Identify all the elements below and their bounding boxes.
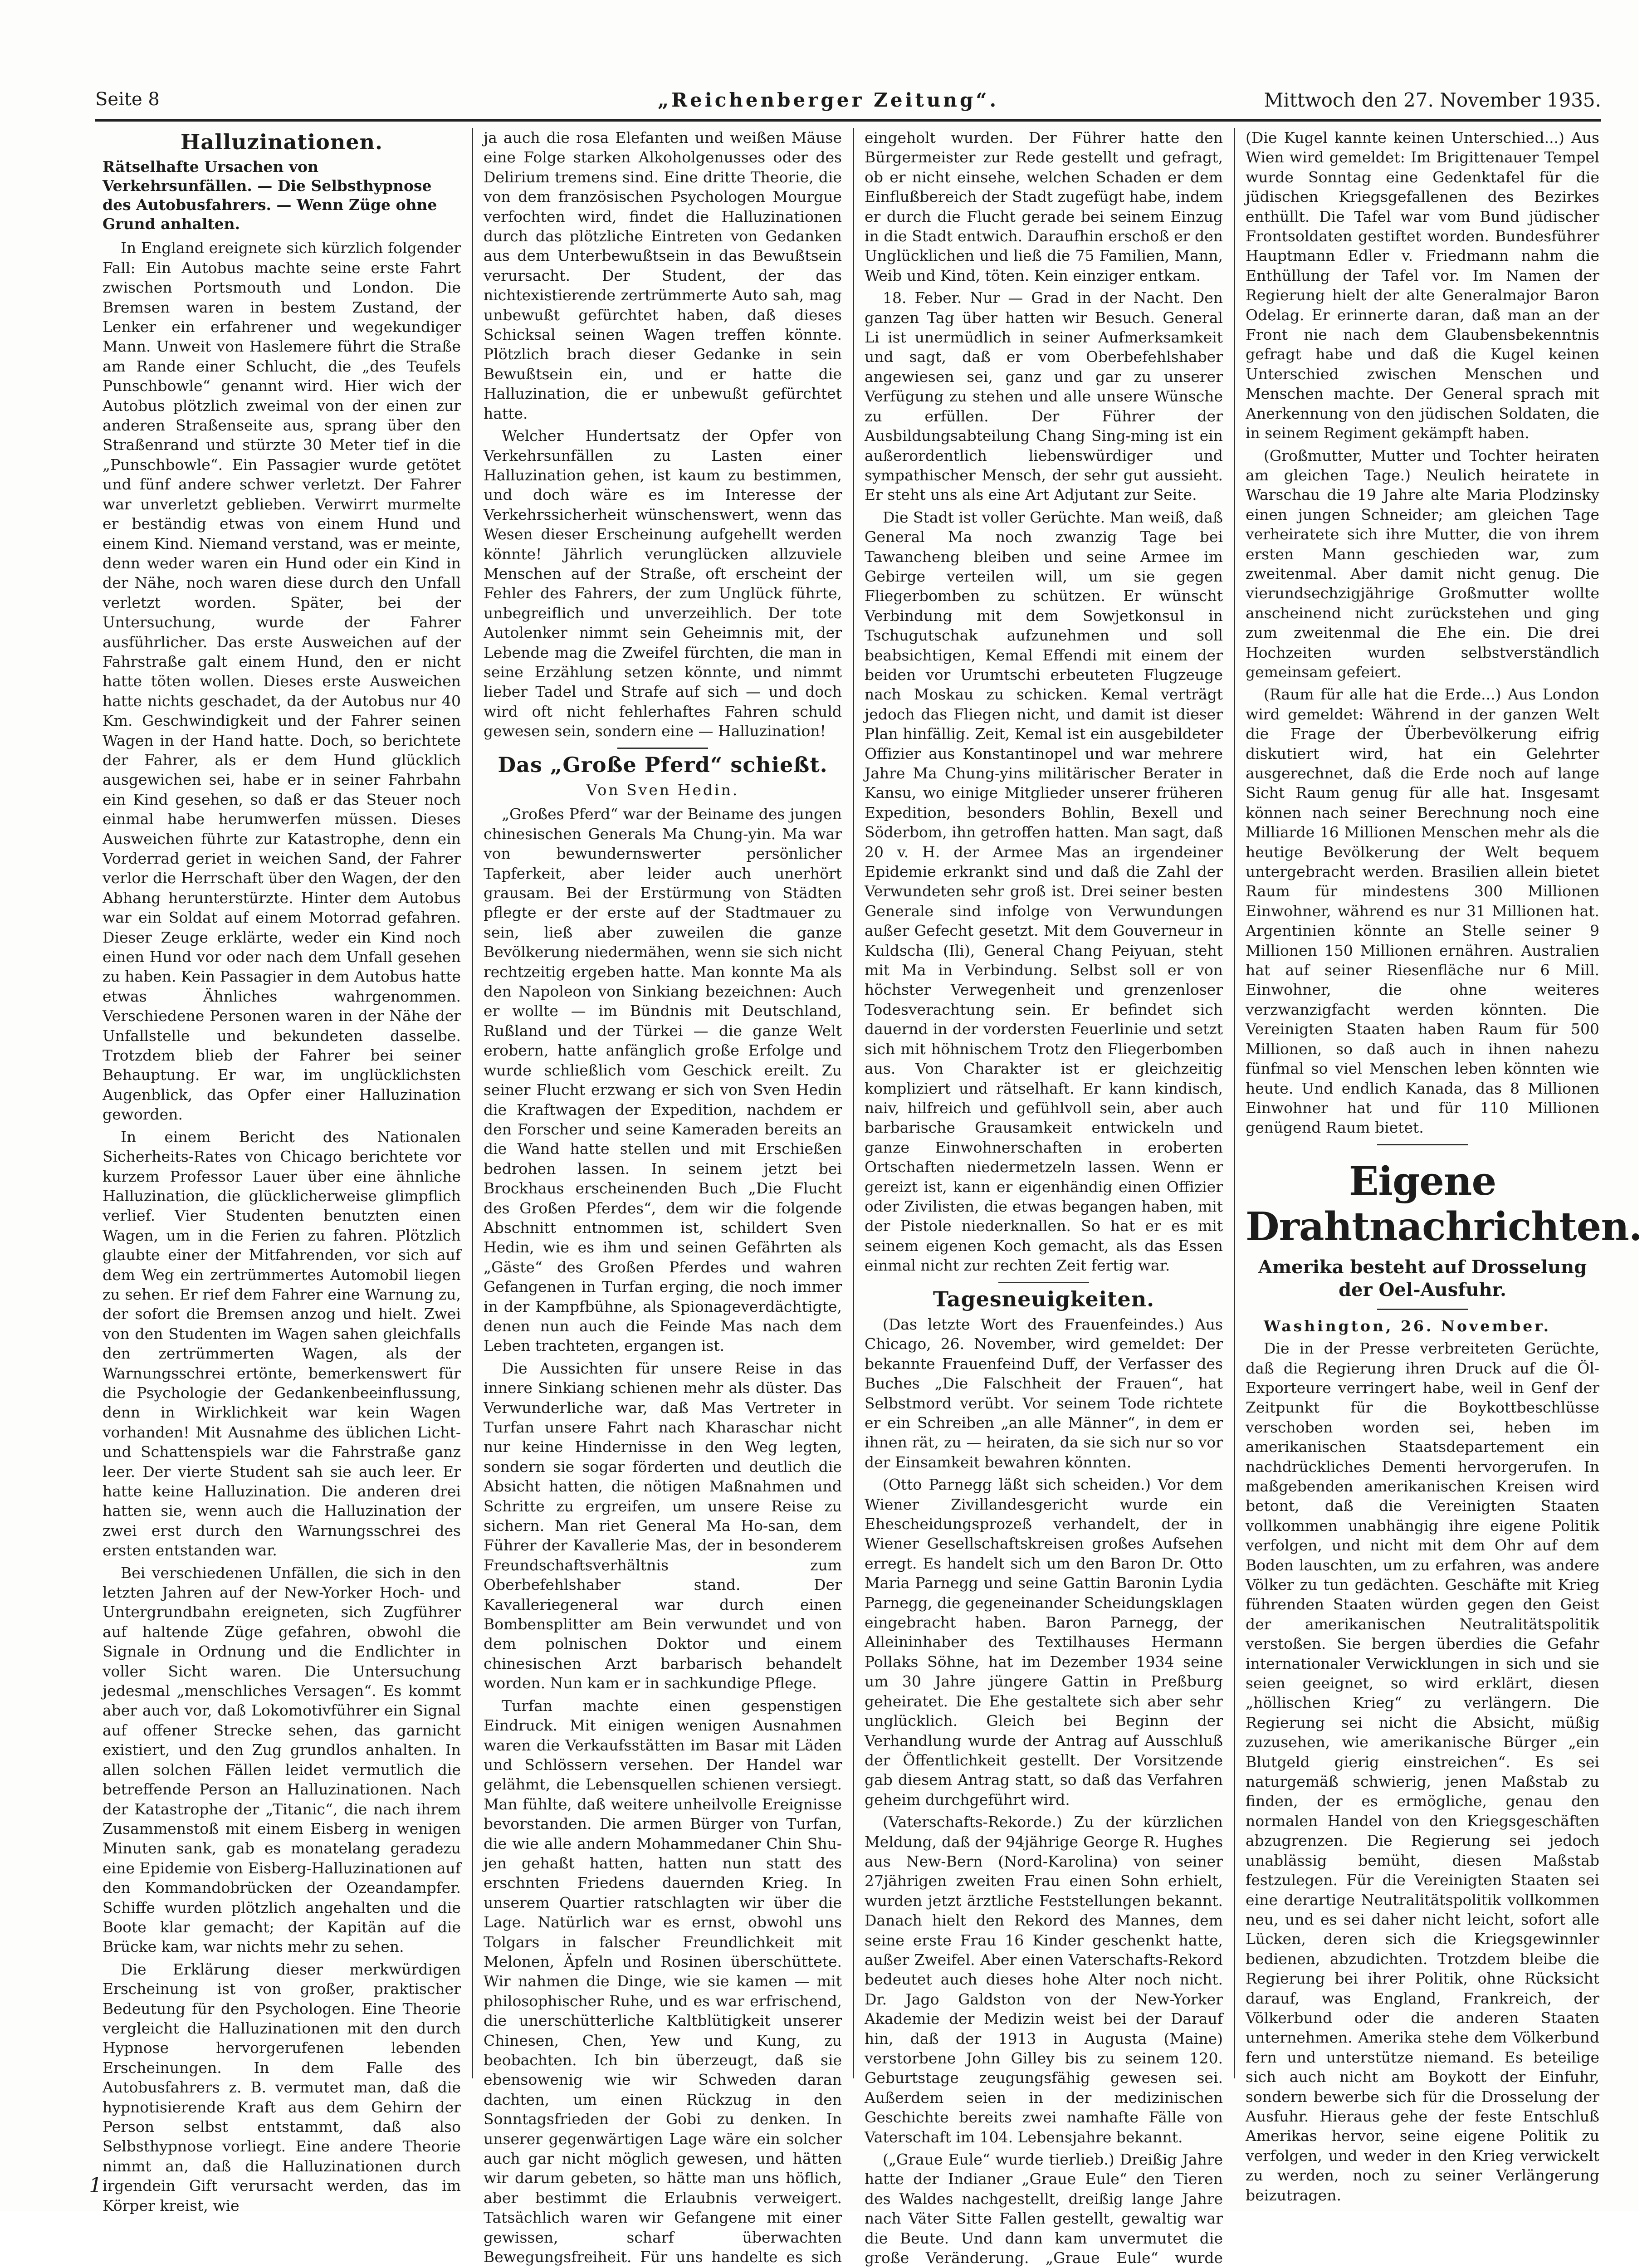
- paragraph: Turfan machte einen gespenstigen Eindruck. Mit einigen wenigen Ausnahmen waren die Verkaufsstätten im Basar mit Läden und Schlössern versehen. Der Handel war gelähmt, die Lebensquellen schienen versiegt. Man fühlte, daß weitere unheilvolle Ereignisse bevorstanden. Die armen Bürger von Turfan, die wie alle andern Mohammedaner Chin Shu-jen gehaßt hatten, hatten nun statt des erschnten Friedens dauernden Krieg. In unserem Quartier ratschlagten wir über die Lage. Natürlich war es ernst, obwohl uns Tolgars in falscher Freundlichkeit mit Melonen, Äpfeln und Rosinen überschüttete. Wir nahmen die Dinge, wie sie kamen — mit philosophischer Ruhe, und es war erfrischend, die unerschütterliche Kaltblütigkeit unserer Chinesen, Chen, Yew und Kung, zu beobachten. Ich bin überzeugt, daß sie ebensowenig wie wir Schweden daran dachten, um einen Rückzug in den Sonntagsfrieden der Gobi zu denken. In unserer gegenwärtigen Lage wäre ein solcher auch gar nicht möglich gewesen, und hätten wir darum gebeten, so hätte man uns höflich, aber bestimmt die Erlaubnis verweigert. Tatsächlich waren wir Gefangene mit einer gewissen, scharf überwachten Bewegungsfreiheit. Für uns handelte es sich: [484, 1696, 842, 2266]
- column-3: [865, 128, 1223, 2267]
- paragraph: (Otto Parnegg läßt sich scheiden.) Vor dem Wiener Zivillandesgericht wurde ein Ehescheidungsprozeß verhandelt, der in Wiener Gesellschaftskreisen großes Aufsehen erregt. Es handelt sich um den Baron Dr. Otto Maria Parnegg und seine Gattin Baronin Lydia Parnegg, die gegeneinander Scheidungsklagen eingebracht haben. Baron Parnegg, der Alleininhaber des Textilhauses Hermann Pollaks Söhne, hat im Dezember 1934 seine um 30 Jahre jüngere Gattin in Preßburg geheiratet. Die Ehe gestaltete sich aber sehr unglücklich. Gleich bei Beginn der Verhandlung wurde der Antrag auf Ausschluß der Öffentlichkeit gestellt. Der Vorsitzende gab diesem Antrag statt, so daß das Verfahren geheim durchgeführt wird.: [865, 1476, 1223, 1809]
- column-1: [103, 128, 461, 2214]
- header-rule: [95, 119, 1601, 122]
- paragraph: Bei verschiedenen Unfällen, die sich in den letzten Jahren auf der New-Yorker Hoch- und Untergrundbahn ereigneten, sich Zugführer auf haltende Züge gefahren, obwohl die Signale in Ordnung und die Endlichter in voller Sicht waren. Die Untersuchung jedesmal „menschliches Versagen“. Es kommt aber auch vor, daß Lokomotivführer ein Signal auf offener Strecke sehen, das garnicht existiert, und den Zug grundlos anhalten. In allen solchen Fällen leidet vermutlich die betreffende Person an Halluzinationen. Nach der Katastrophe der „Titanic“, die nach ihrem Zusammenstoß mit einem Eisberg in wenigen Minuten sank, gab es monatelang geradezu eine Epidemie von Eisberg-Halluzinationen auf den Kommandobrücken der Ozeandampfer. Schiffe wurden plötzlich angehalten und die Boote klar gemacht; der Kapitän auf die Brücke kam, war nichts mehr zu sehen.: [103, 1564, 461, 1956]
- article-byline: Von Sven Hedin.: [586, 781, 739, 799]
- article-separator: [617, 748, 708, 749]
- paragraph: (Vaterschafts-Rekorde.) Zu der kürzlichen Meldung, daß der 94jährige George R. Hughes aus New-Bern (Nord-Karolina) von seiner 27jährigen zweiten Frau einen Sohn erhielt, wurden jetzt ärztliche Feststellungen bekannt. Danach hielt den Rekord des Mannes, dem seine erste Frau 16 Kinder geschenkt hatte, außer Zweifel. Aber einen Vaterschafts-Rekord bedeutet auch dieses hohe Alter noch nicht. Dr. Jago Galdston von der New-Yorker Akademie der Medizin weist bei der Darauf hin, daß der 1913 in Augusta (Maine) verstorbene John Gilley bis zu seinem 120. Geburtstage zeugungsfähig gewesen sei. Außerdem seien in der medizinischen Geschichte bereits zwei namhafte Fälle von Vaterschaft im 104. Lebensjahre bekannt.: [865, 1813, 1223, 2146]
- paragraph: In England ereignete sich kürzlich folgender Fall: Ein Autobus machte seine erste Fahrt zwischen Portsmouth und London. Die Bremsen waren in bestem Zustand, der Lenker ein erfahrener und wegekundiger Mann. Unweit von Haslemere führt die Straße am Rande einer Schlucht, die „des Teufels Punschbowle“ genannt wird. Hier wich der Autobus plötzlich zweimal von der einen zur anderen Straßenseite aus, sprang über den Straßenrand und stürzte 30 Meter tief in die „Punschbowle“. Ein Passagier wurde getötet und fünf andere schwer verletzt. Der Fahrer war unverletzt geblieben. Verwirrt murmelte er beständig etwas von einem Hund und einem Kind. Niemand verstand, was er meinte, denn weder waren ein Hund oder ein Kind in der Nähe, noch waren diese durch den Unfall verletzt worden. Später, bei der Untersuchung, wurde der Fahrer ausführlicher. Das erste Ausweichen auf der Fahrstraße galt einem Hund, den er nicht hatte töten wollen. Dieses erste Ausweichen hatte nichts geschadet, da der Autobus nur 40 Km. Geschwindigkeit und der Fahrer seinen Wagen in der Hand hatte. Doch, so berichtete der Fahrer, als er dem Hund glücklich ausgewichen sei, habe er in seiner Fahrbahn ein Kind gesehen, so daß er das Steuer noch einmal habe herumwerfen müssen. Dieses Ausweichen führte zur Katastrophe, denn ein Vorderrad geriet in weichen Sand, der Fahrer verlor die Herrschaft über den Wagen, der den Abhang herunterstürzte. Hinter dem Autobus war ein Soldat auf einem Motorrad gefahren. Dieser Zeuge erklärte, weder ein Kind noch einen Hund vor oder nach dem Unfall gesehen zu haben. Kein Passagier in dem Autobus hatte etwas Ähnliches wahrgenommen. Verschiedene Personen waren in der Nähe der Unfallstelle und bekundeten dasselbe. Trotzdem blieb der Fahrer bei seiner Behauptung. Er war, im unglücklichsten Augenblick, das Opfer einer Halluzination geworden.: [103, 239, 461, 1124]
- page-number: Seite 8: [95, 89, 160, 110]
- dateline: [1246, 1316, 1599, 1336]
- paragraph: In einem Bericht des Nationalen Sicherheits-Rates von Chicago berichtete vor kurzem Professor Lauer über eine ähnliche Halluzination, die glücklicherweise glimpflich verlief. Vier Studenten benutzten einen Wagen, um in die Ferien zu fahren. Plötzlich glaubte einer der Mitfahrenden, vor sich auf dem Weg ein zertrümmertes Automobil liegen zu sehen. Er rief dem Fahrer eine Warnung zu, der sofort die Bremsen anzog und hielt. Zwei von den Studenten im Wagen sahen gleichfalls den zertrümmerten Wagen, als der Warnungsschrei ertönte, bemerkenswert für die Psychologie der Gedankenbeeinflussung, denn in Wirklichkeit war kein Wagen vorhanden! Mit Ausnahme des üblichen Licht- und Schattenspiels war die Fahrstraße ganz leer. Der vierte Student sah sie auch leer. Er hatte keine Halluzination. Die anderen drei hatten sie, wenn auch die Halluzination der zwei erst durch den Warnungsschrei des ersten entstanden war.: [103, 1128, 461, 1559]
- newspaper-name: „Reichenberger Zeitung“.: [658, 89, 999, 111]
- paragraph: Die in der Presse verbreiteten Gerüchte, daß die Regierung ihren Druck auf die Öl-Exporteure verringert habe, weil in Genf der Zeitpunkt für die Boykottbeschlüsse verschoben worden sei, heben im amerikanischen Staatsdepartement ein nachdrückliches Dementi hervorgerufen. In maßgebenden amerikanischen Kreisen wird betont, daß die Vereinigten Staaten vollkommen unabhängig ihre eigene Politik verfolgen, und nicht mit dem Ohr auf dem Boden lauschten, um zu erfahren, was andere Völker zu tun gedächten. Geschäfte mit Krieg führenden Staaten würden gegen den Geist der amerikanischen Neutralitätspolitik verstoßen. Sie bergen überdies die Gefahr internationaler Verwicklungen in sich und sie seien geeignet, so wird erklärt, diesen „höllischen Krieg“ zu verlängern. Die Regierung sei nicht die Absicht, müßig zuzusehen, wie amerikanische Bürger „ein Blutgeld gierig einstreichen“. Es sei naturgemäß schwierig, jenen Maßstab zu finden, der es ermögliche, genau den normalen Handel von den Kriegsgeschäften abzugrenzen. Die Regierung sei jedoch unablässig bemüht, diesen Maßstab festzulegen. Für die Vereinigten Staaten sei eine derartige Neutralitätspolitik vollkommen neu, und es sei daher nicht leicht, sofort alle Lücken, deren sich die Kriegsgewinnler bedienen, abzudichten. Trotzdem bleibe die Regierung bei ihrer Politik, ohne Rücksicht darauf, was England, Frankreich, der Völkerbund oder die anderen Staaten unternehmen. Amerika stehe dem Völkerbund fern und unterstütze niemand. Es beteilige sich auch nicht am Boykott der Einfuhr, sondern bewerbe sich für die Drosselung der Ausfuhr. Hieraus gehe der feste Entschluß Amerikas hervor, seine eigene Politik zu verfolgen, und weder in den Krieg verwickelt zu werden, noch zu seiner Verlängerung beizutragen.: [1246, 1339, 1599, 2204]
- paragraph: ja auch die rosa Elefanten und weißen Mäuse eine Folge starken Alkoholgenusses oder des Delirium tremens sind. Eine dritte Theorie, die von dem französischen Psychologen Mourgue verfochten wird, findet die Halluzinationen durch das plötzliche Eintreten von Gedanken aus dem Unterbewußtsein in das Bewußtsein verursacht. Der Student, der das nichtexistierende zertrümmerte Auto sah, mag unbewußt gefürchtet haben, daß dieses Schicksal seinen Wagen treffen könnte. Plötzlich brach dieser Gedanke in sein Bewußtsein ein, und er hatte die Halluzination, die er unbewußt gefürchtet hatte.: [484, 129, 842, 422]
- column-4: [1246, 128, 1642, 2204]
- column-divider: [1234, 128, 1235, 2078]
- paragraph: (Großmutter, Mutter und Tochter heiraten am gleichen Tage.) Neulich heiratete in Warschau die 19 Jahre alte Maria Plodzinsky einen jungen Schneider; am gleichen Tage verheiratete sich ihre Mutter, die von ihrem ersten Mann geschieden war, zum zweitenmal. Aber damit nicht genug. Die vierundsechzigjährige Großmutter wollte anscheinend nicht zurückstehen und ging zum zweitenmal die Ehe ein. Die drei Hochzeiten wurden selbstverständlich gemeinsam gefeiert.: [1246, 446, 1599, 681]
- paragraph: eingeholt wurden. Der Führer hatte den Bürgermeister zur Rede gestellt und gefragt, ob er nicht einsehe, welchen Schaden er dem Einflußbereich der Stadt zugefügt habe, indem er durch die Flucht gerade bei seinem Einzug in die Stadt entwich. Daraufhin erschoß er den Unglücklichen und ließ die 75 Familien, Mann, Weib und Kind, töten. Kein einziger entkam.: [865, 129, 1223, 284]
- paragraph: Die Erklärung dieser merkwürdigen Erscheinung ist von großer, praktischer Bedeutung für den Psychologen. Eine Theorie vergleicht die Halluzinationen mit den durch Hypnose hervorgerufenen lebenden Erscheinungen. In dem Falle des Autobusfahrers z. B. vermutet man, daß die hypnotisierende Kraft aus dem Gehirn der Person selbst entstammt, daß also Selbsthypnose vorliegt. Eine andere Theorie nimmt an, daß die Halluzinationen durch irgendein Gift verursacht werden, das im Körper kreist, wie: [103, 1960, 461, 2214]
- paragraph: „Großes Pferd“ war der Beiname des jungen chinesischen Generals Ma Chung-yin. Ma war von bewundernswerter persönlicher Tapferkeit, aber leider auch unerhört grausam. Bei der Erstürmung von Städten pflegte er der erste auf der Stadtmauer zu sein, ließ aber zuweilen die ganze Bevölkerung niedermähen, wenn sie sich nicht rechtzeitig ergeben hatte. Man konnte Ma als den Napoleon von Sinkiang bezeichnen: Auch er wollte — im Bündnis mit Deutschland, Rußland und der Türkei — die ganze Welt erobern, hatte anfänglich große Erfolge und wurde schließlich vom Geschick ereilt. Zu seiner Flucht erzwang er sich von Sven Hedin die Kraftwagen der Expedition, nachdem er den Forscher und seine Kameraden bereits an die Wand hatte stellen und mit Erschießen bedrohen lassen. In seinem jetzt bei Brockhaus erscheinenden Buch „Die Flucht des Großen Pferdes“, dem wir die folgende Abschnitt entnommen ist, schildert Sven Hedin, wie es ihm und seinen Gefährten als „Gäste“ des Großen Pferdes und wahren Gefangenen in Turfan erging, die noch immer in der Kampfbühne, als Spionageverdächtigte, denen nun auch die Feinde Mas nach dem Leben trachteten, ergangen ist.: [484, 805, 842, 1355]
- dateline-text: Washington, 26. November.: [1264, 1317, 1551, 1335]
- footer-mark: 1: [89, 2173, 103, 2197]
- column-2: [484, 128, 842, 2266]
- paragraph: Welcher Hundertsatz der Opfer von Verkehrsunfällen zu Lasten einer Halluzination gehen, ist kaum zu bestimmen, und doch wäre es im Interesse der Verkehrssicherheit wünschenswert, wenn das Wesen dieser Erscheinung aufgehellt werden könnte! Jährlich verunglücken allzuviele Menschen auf der Straße, oft erscheint der Fehler des Fahrers, der zum Unglück führte, unbegreiflich und unverzeihlich. Der tote Autolenker nimmt sein Geheimnis mit, der Lebende mag die Zweifel fürchten, die man in seine Erzählung setzen könnte, und nimmt lieber Tadel und Strafe auf sich — und doch wird oft nicht fehlerhaftes Fahren schuld gewesen sein, sondern eine — Halluzination!: [484, 427, 842, 740]
- paragraph: (Das letzte Wort des Frauenfeindes.) Aus Chicago, 26. November, wird gemeldet: Der bekannte Frauenfeind Duff, der Verfasser des Buches „Die Falschheit der Frauen“, hat Selbstmord verübt. Vor seinem Tode richtete er ein Schreiben „an alle Männer“, in dem er ihnen rät, zu — heiraten, da sie sich nur so vor der Einsamkeit bewahren könnten.: [865, 1315, 1223, 1471]
- article-separator: [1377, 1309, 1468, 1310]
- paragraph: („Graue Eule“ wurde tierlieb.) Dreißig Jahre hatte der Indianer „Graue Eule“ den Tieren des Waldes nachgestellt, dreißig lange Jahre nach Väter Sitte Fallen gestellt, gewaltig war die Beute. Und dann kam unvermutet die große Veränderung. „Graue Eule“ wurde: [865, 2151, 1223, 2267]
- article-title: Halluzinationen.: [180, 130, 383, 154]
- paragraph: 18. Feber. Nur — Grad in der Nacht. Den ganzen Tag über hatten wir Besuch. General Li ist unermüdlich in seiner Aufmerksamkeit und sagt, daß er vom Oberbefehlshaber angewiesen sei, ganz und gar zu unserer Verfügung zu stehen und alle unsere Wünsche zu erfüllen. Der Führer der Ausbildungsabteilung Chang Sing-ming ist ein außerordentlich liebenswürdiger und sympathischer Mensch, der sehr gut aussieht. Er steht uns als eine Art Adjutant zur Seite.: [865, 289, 1223, 504]
- paragraph: Die Aussichten für unsere Reise in das innere Sinkiang schienen mehr als düster. Das Verwunderliche war, daß Mas Vertreter in Turfan unsere Fahrt nach Kharaschar nicht nur keine Hindernisse in den Weg legten, sondern sie sogar förderten und deutlich die Absicht hatten, die nötigen Maßnahmen und Schritte zu ergreifen, um unsere Reise zu sichern. Man riet General Ma Ho-san, dem Führer der Kavallerie Mas, der in besonderem Freundschaftsverhältnis zum Oberbefehlshaber stand. Der Kavalleriegeneral war durch einen Bombensplitter am Bein verwundet und von dem polnischen Doktor und einem chinesischen Arzt barbarisch behandelt worden. Nun kam er in sachkundige Pflege.: [484, 1359, 842, 1692]
- page-header: [95, 89, 1601, 116]
- paragraph: Die Stadt ist voller Gerüchte. Man weiß, daß General Ma noch zwanzig Tage bei Tawancheng bleiben und seine Armee im Gebirge verteilen will, um sie gegen Fliegerbomben zu schützen. Er wünscht Verbindung mit dem Sowjetkonsul in Tschugutschak aufzunehmen und soll beabsichtigen, Kemal Effendi mit einem der beiden vor Urumtschi erbeuteten Flugzeuge nach Moskau zu schicken. Kemal verträgt jedoch das Fliegen nicht, und damit ist dieser Plan hinfällig. Zeit, Kemal ist ein ausgebildeter Offizier aus Konstantinopel und war mehrere Jahre Ma Chung-yins militärischer Berater in Kansu, wo einige Mitglieder unserer früheren Expedition, besonders Bohlin, Bexell und Söderbom, ihn getroffen hatten. Man sagt, daß 20 v. H. der Armee Mas an irgendeiner Epidemie erkrankt sind und daß die Zahl der Verwundeten sehr groß ist. Drei seiner besten Generale sind infolge von Verwundungen außer Gefecht gesetzt. Mit dem Gouverneur in Kuldscha (Ili), General Chang Peiyuan, steht mit Ma in Verbindung. Selbst soll er von höchster Verwegenheit und grenzenloser Todesverachtung sein. Er befindet sich dauernd in der vordersten Feuerlinie und setzt sich mit höhnischem Trotz den Fliegerbomben aus. Von Charakter ist er gleichzeitig kompliziert und rätselhaft. Er kann kindisch, naiv, hilfreich und gefühlvoll sein, aber auch barbarische Grausamkeit entwickeln und ganze Einwohnerschaften in eroberten Ortschaften niedermetzeln lassen. Wenn er gereizt ist, kann er eigenhändig einen Offizier oder Zivilisten, die etwas begangen haben, mit der Pistole niederknallen. So hat er es mit seinem eigenen Koch gemacht, als das Essen einmal nicht zur rechten Zeit fertig war.: [865, 508, 1223, 1275]
- column-divider: [853, 128, 854, 2078]
- banner-deck: Amerika besteht auf Drosselung der Oel-Ausfuhr.: [1258, 1256, 1587, 1300]
- article-title: Das „Große Pferd“ schießt.: [498, 752, 828, 777]
- section-title: Tagesneuigkeiten.: [933, 1286, 1155, 1311]
- column-divider: [472, 128, 473, 2078]
- paragraph: (Raum für alle hat die Erde...) Aus London wird gemeldet: Während in der ganzen Welt die Frage der Überbevölkerung eifrig diskutiert wird, hat ein Gelehrter ausgerechnet, daß die Erde noch auf lange Sicht Raum genug für alle hat. Insgesamt können nach seiner Berechnung noch eine Milliarde 16 Millionen Menschen mehr als die heutige Bevölkerung der Welt bequem untergebracht werden. Brasilien allein bietet Raum für mindestens 300 Millionen Einwohner, während es nur 31 Millionen hat. Argentinien könnte an Stelle seiner 9 Millionen 150 Millionen ernähren. Australien hat auf seiner Riesenfläche nur 6 Mill. Einwohner, die ohne weiteres verzwanzigfacht werden könnten. Die Vereinigten Staaten haben Raum für 500 Millionen, so daß auch in ihnen nahezu fünfmal so viel Menschen leben könnten wie heute. Und endlich Kanada, das 8 Millionen Einwohner hat und für 110 Millionen genügend Raum bietet.: [1246, 685, 1599, 1137]
- section-banner: Eigene Drahtnachrichten.: [1246, 1158, 1642, 1250]
- article-subhead: Rätselhafte Ursachen von Verkehrsunfällen. — Die Selbsthypnose des Autobusfahrers. — Wenn Züge ohne Grund anhalten.: [103, 158, 437, 233]
- paragraph: (Die Kugel kannte keinen Unterschied...) Aus Wien wird gemeldet: Im Brigittenauer Tempel wurde Sonntag eine Gedenktafel für die jüdischen Kriegsgefallenen des Bezirkes enthüllt. Die Tafel war vom Bund jüdischer Frontsoldaten gestiftet worden. Bundesführer Hauptmann Edler v. Friedmann nahm die Enthüllung der Tafel vor. Im Namen der Regierung hielt der alte Generalmajor Baron Odelag. Er erinnerte daran, daß man an der Front nie nach dem Glaubensbekenntnis gefragt habe und daß die Kugel keinen Unterschied zwischen Menschen und Menschen machte. Der General sprach mit Anerkennung von den jüdischen Soldaten, die in seinem Regiment gekämpft haben.: [1246, 129, 1599, 442]
- article-separator: [1377, 1144, 1468, 1145]
- article-separator: [998, 1282, 1089, 1283]
- issue-date: Mittwoch den 27. November 1935.: [1264, 89, 1601, 111]
